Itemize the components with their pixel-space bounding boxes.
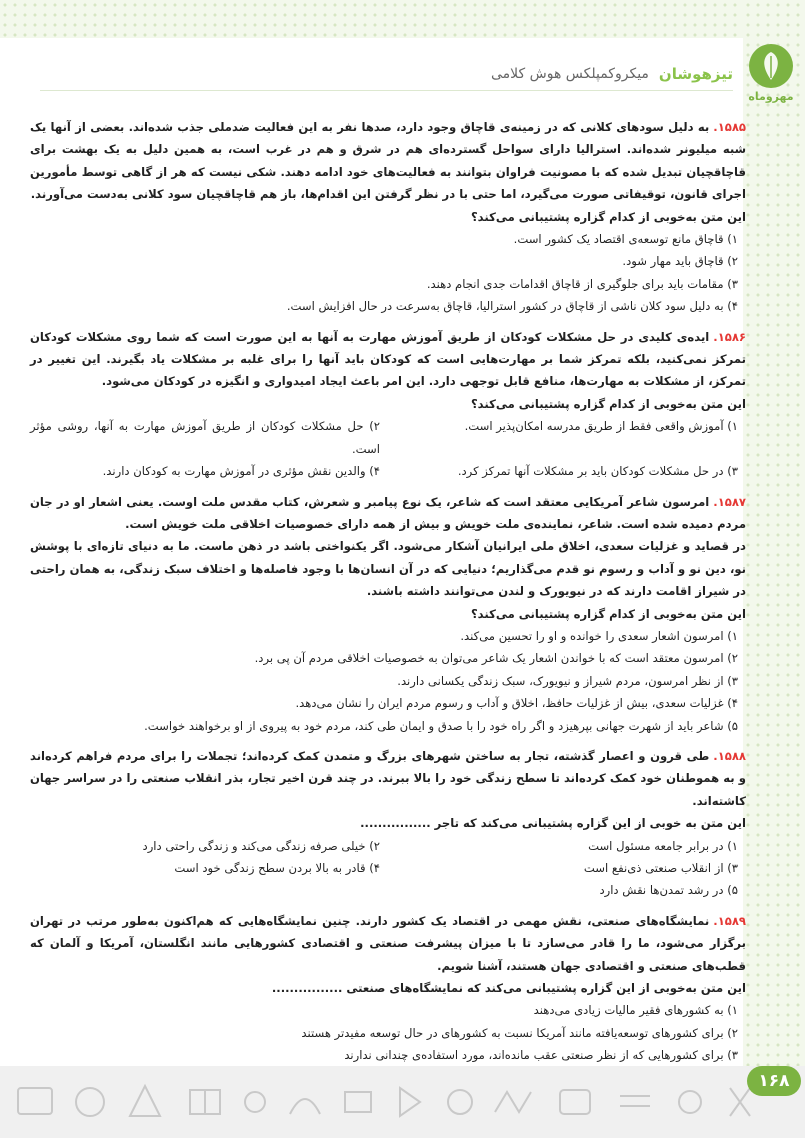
- question-number: ۱۵۸۶.: [713, 329, 746, 344]
- answer-option[interactable]: ۵) در رشد تمدن‌ها نقش دارد: [599, 883, 738, 898]
- question-1589: [30, 910, 746, 1089]
- answer-option[interactable]: ۳) مقامات باید برای جلوگیری از قاچاق اقدامات جدی انجام دهند.: [426, 276, 738, 291]
- answer-option[interactable]: ۱) امرسون اشعار سعدی را خوانده و او را تحسین می‌کند.: [460, 628, 738, 643]
- page-number-badge: ۱۶۸: [747, 1066, 801, 1096]
- book-title: میکروکمپلکس هوش کلامی: [490, 66, 649, 82]
- decorative-doodle-band: [0, 1066, 805, 1138]
- answer-option[interactable]: ۱) به کشورهای فقیر مالیات زیادی می‌دهند: [533, 1003, 738, 1018]
- page-header: [491, 62, 733, 86]
- logo-text: مهروماه: [748, 90, 794, 103]
- leaf-logo-icon: [749, 44, 793, 88]
- question-passage: به دلیل سودهای کلانی که در زمینه‌ی قاچاق وجود دارد، صدها نفر به این فعالیت ضدملی جذب شده‌اند. بعضی از آنها یک شبه میلیونر شده‌اند. استرالیا دارای سواحل گسترده‌ای هم در شرق و هم در غرب است، به همین دلیل به یک بهشت برای قاچاقچیان تبدیل شده که با مصونیت فراوان بتوانند به فعالیت‌های خود ادامه دهند. شکی نیست که هر از گاهی توسط مأمورین اجرای قانون، توقیفاتی صورت می‌گیرد، اما حتی با در نظر گرفتن این اقدام‌ها، باز هم قاچاقچیان سود کلانی به‌دست می‌آورند.: [30, 120, 746, 202]
- options-row: [30, 415, 746, 460]
- questions-content: [30, 116, 746, 1097]
- answer-option[interactable]: ۴) به دلیل سود کلان ناشی از قاچاق در کشور استرالیا، قاچاق به‌سرعت در حال افزایش است.: [286, 299, 738, 314]
- answer-option[interactable]: ۵) شاعر باید از شهرت جهانی بپرهیزد و اگر راه خود را با صدق و ایمان طی کند، مردم خود به پیروی از او برخواهند خواست.: [144, 718, 738, 733]
- answer-option[interactable]: ۱) قاچاق مانع توسعه‌ی اقتصاد یک کشور است.: [513, 232, 738, 247]
- question-passage: امرسون شاعر آمریکایی معتقد است که شاعر، یک نوع پیامبر و شعرش، کتاب مقدس ملت اوست. یعنی اشعار او در جان مردم دمیده شده است. شاعر، نماینده‌ی ملت خویش و بیش از همه دارای خصوصیات اخلاقی ملت خویش است.: [30, 494, 746, 531]
- question-number: ۱۵۸۷.: [713, 494, 746, 509]
- question-passage: طی قرون و اعصار گذشته، تجار به ساختن شهرهای بزرگ و متمدن کمک کرده‌اند؛ تجملات را برای مردم فراهم کرده‌اند و به هموطنان خود کمک کرده‌اند تا سطح زندگی خود را بالا ببرند. در چند قرن اخیر تجار، بذر انقلاب صنعتی را در سراسر جهان کاشته‌اند.: [30, 748, 746, 808]
- question-passage-2: در قصاید و غزلیات سعدی، اخلاق ملی ایرانیان آشکار می‌شود. اگر یکنواختی باشد در ذهن ماست. ما به دنیای تازه‌ای با پوشش نو، دین نو و آداب و رسوم نو قدم می‌گذاریم؛ دنیایی که در آن انسان‌ها با وجود فاصله‌ها و اختلاف سبک زندگی، به همان راحتی در شیراز اقامت دارند که در نیویورک و لندن می‌توانند داشته باشند.: [30, 539, 746, 599]
- answer-option[interactable]: ۱) آموزش واقعی فقط از طریق مدرسه امکان‌پذیر است.: [464, 419, 738, 434]
- answer-option[interactable]: ۳) از نظر امرسون، مردم شیراز و نیویورک، سبک زندگی یکسانی دارند.: [397, 673, 738, 688]
- answer-option[interactable]: ۱) در برابر جامعه مسئول است: [588, 838, 738, 853]
- answer-option[interactable]: ۳) از انقلاب صنعتی ذی‌نفع است: [583, 861, 738, 875]
- options-row: [30, 460, 746, 482]
- doodle-icons: [0, 1066, 805, 1138]
- answer-option[interactable]: ۳) برای کشورهایی که از نظر صنعتی عقب مانده‌اند، مورد استفاده‌ی چندانی ندارند: [344, 1048, 738, 1063]
- question-prompt: این متن به‌خوبی از کدام گزاره پشتیبانی می‌کند؟: [470, 606, 746, 621]
- options-row: [30, 835, 746, 857]
- answer-option[interactable]: ۲) حل مشکلات کودکان از طریق آموزش مهارت به آنها، روشی مؤثر است.: [30, 419, 380, 456]
- publisher-logo: [745, 44, 797, 112]
- answer-option[interactable]: ۲) قاچاق باید مهار شود.: [622, 254, 738, 269]
- question-1587: [30, 491, 746, 737]
- question-number: ۱۵۸۸.: [713, 748, 746, 763]
- answer-option[interactable]: ۲) امرسون معتقد است که با خواندن اشعار یک شاعر می‌توان به خصوصیات اخلاقی مردم آن پی برد.: [254, 651, 738, 666]
- options-row: [30, 857, 746, 879]
- dotted-background-right: [743, 0, 805, 1138]
- question-passage: نمایشگاه‌های صنعتی، نقش مهمی در اقتصاد یک کشور دارند. چنین نمایشگاه‌هایی که هم‌اکنون به‌طور مرتب در تهران برگزار می‌شود، ما را قادر می‌سازد تا با میزان پیشرفت صنعتی و اقتصادی کشورهایی مانند انگلستان، آمریکا و آلمان که قطب‌های صنعتی و اقتصادی جهان هستند، آشنا شویم.: [30, 913, 746, 973]
- answer-option[interactable]: ۴) والدین نقش مؤثری در آموزش مهارت به کودکان دارند.: [102, 464, 380, 479]
- question-prompt: این متن به‌خوبی از کدام گزاره پشتیبانی می‌کند؟: [470, 396, 746, 411]
- header-divider: [40, 90, 733, 91]
- answer-option[interactable]: ۲) برای کشورهای توسعه‌یافته مانند آمریکا نسبت به کشورهای در حال توسعه مفیدتر هستند: [301, 1025, 738, 1040]
- answer-option[interactable]: ۴) قادر به بالا بردن سطح زندگی خود است: [174, 861, 380, 875]
- answer-option[interactable]: ۲) خیلی صرفه زندگی می‌کند و زندگی راحتی دارد: [142, 838, 380, 853]
- question-1588: [30, 745, 746, 902]
- question-number: ۱۵۸۵.: [713, 120, 746, 134]
- brand-name: تیزهوشان: [658, 65, 733, 83]
- question-passage: ایده‌ی کلیدی در حل مشکلات کودکان از طریق آموزش مهارت به آنها به این صورت است که شما روی مشکلات کودکان تمرکز نمی‌کنید، بلکه تمرکز شما بر مهارت‌هایی است که کودکان باید آنها را برای غلبه بر مشکلات یاد بگیرند. این تغییر در تمرکز، از مشکلات به مهارت‌ها، منافع قابل توجهی دارد. این امر باعث ایجاد امیدواری و انگیزه در کودکان می‌شود.: [30, 329, 746, 389]
- question-prompt: این متن به‌خوبی از کدام گزاره پشتیبانی می‌کند؟: [470, 209, 746, 224]
- question-number: ۱۵۸۹.: [713, 913, 746, 928]
- question-prompt: این متن به خوبی از این گزاره پشتیبانی می‌کند که تاجر ................: [360, 816, 746, 831]
- question-prompt: این متن به‌خوبی از این گزاره پشتیبانی می‌کند که نمایشگاه‌های صنعتی ................: [271, 981, 746, 996]
- question-1586: [30, 326, 746, 483]
- dotted-background-top: [0, 0, 805, 38]
- answer-option[interactable]: ۳) در حل مشکلات کودکان باید بر مشکلات آنها تمرکز کرد.: [457, 464, 738, 479]
- question-1585: [30, 116, 746, 318]
- answer-option[interactable]: ۴) غزلیات سعدی، بیش از غزلیات حافظ، اخلاق و آداب و رسوم مردم ایران را نشان می‌دهد.: [295, 696, 738, 711]
